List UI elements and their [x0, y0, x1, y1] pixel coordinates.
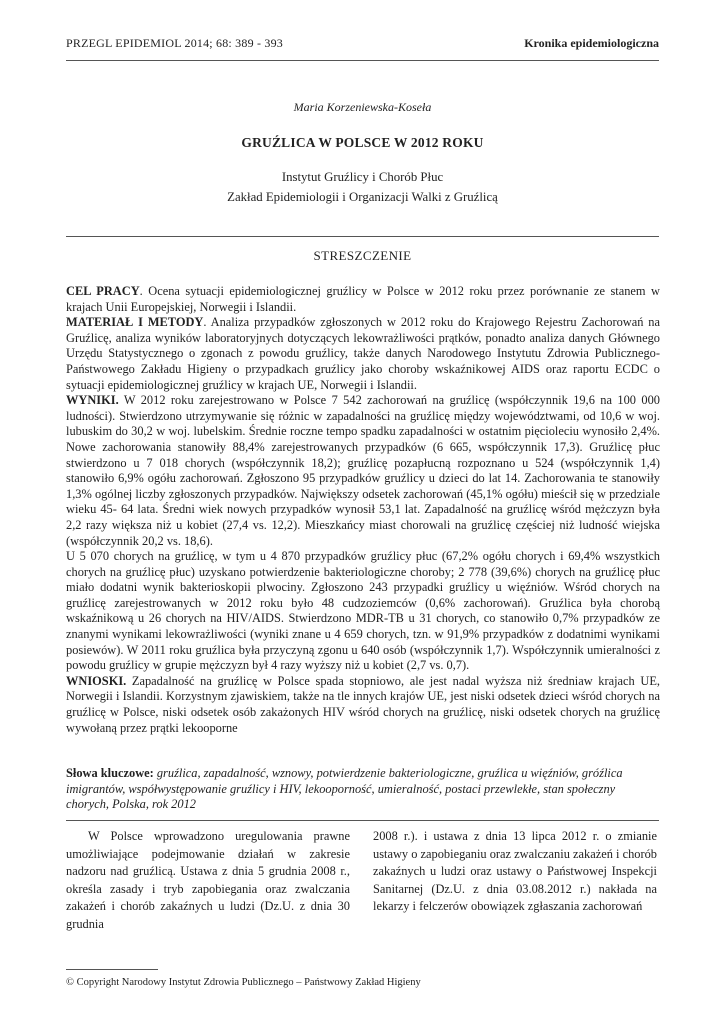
section-name: Kronika epidemiologiczna [524, 36, 659, 50]
keywords [66, 766, 660, 813]
abstract-aim [66, 284, 660, 315]
author-name: Maria Korzeniewska-Koseła [293, 100, 432, 114]
abstract-results-cont [66, 549, 660, 674]
body-column-left: W Polsce wprowadzono uregulowania prawne umożliwiające podejmowanie działań w zakresie nadzoru nad gruźlicą. Ustawa z dnia 5 grudnia 2008 r., określa zasady i tryb zapobiegania oraz zwalczania zakażeń i chorób zakaźnych u ludzi (Dz.U. z dnia 30 grudnia [66, 829, 350, 931]
results-label: WYNIKI. [66, 393, 119, 408]
abstract-body [66, 284, 660, 736]
abstract-heading: STRESZCZENIE [313, 248, 412, 263]
journal-citation: PRZEGL EPIDEMIOL 2014; 68: 389 - 393 [66, 36, 283, 50]
abstract-methods [66, 315, 660, 393]
methods-label: MATERIAŁ I METODY [66, 315, 204, 330]
running-header [66, 36, 659, 52]
aim-label: CEL PRACY [66, 284, 140, 298]
footnote-rule [66, 969, 158, 970]
keywords-label: Słowa kluczowe: [66, 766, 154, 780]
header-rule [66, 60, 659, 61]
body-top-rule [66, 820, 659, 821]
conclusions-text: Zapadalność na gruźlicę w Polsce spada stopniowo, ale jest nadal wyższa niż średniaw krajach UE, Norwegii i Islandii. Korzystnym zjawiskiem, także na tle innych krajów UE, jest niski odsetek dzieci wśród chorych na gruźlicę w Polsce, niski odsetek osób zakażonych HIV wśród chorych na gruźlicę, niski odsetek chorych na gruźlicę wywołaną przez prątki lekooporne [66, 673, 660, 735]
abstract-conclusions [66, 674, 660, 736]
article-title: GRUŹLICA W POLSCE W 2012 ROKU [241, 135, 484, 150]
keywords-text: gruźlica, zapadalność, wznowy, potwierdzenie bakteriologiczne, gruźlica u więźniów, gróźlica imigrantów, współwystępowanie gruźlicy i HIV, lekooporność, umieralność, postaci przewlekłe, stan społeczny chorych, Polska, rok 2012 [66, 766, 623, 812]
conclusions-label: WNIOSKI. [66, 673, 127, 688]
results-text: W 2012 roku zarejestrowano w Polsce 7 542 zachorowań na gruźlicę (współczynnik 19,6 na 100 000 ludności). Stwierdzono utrzymywanie się różnic w zapadalności na gruźlicę między województwami, od 10,6 w woj. lubuskim do 30,2 w woj. lubelskim. Średnie roczne tempo spadku zapadalności w ostatnim pięcioleciu wynosiło 2,4%. Nowe zachorowania stanowiły 88,4% zarejestrowanych przypadków (6 665, współczynnik 17,3). Gruźlicę płuc stwierdzono u 7 018 chorych (współczynnik 18,2); gruźlicę pozapłucną rozpoznano u 524 (współczynnik 1,4) stanowiło 6,9% ogółu zachorowań. Zgłoszono 95 przypadków gruźlicy u dzieci do lat 14. Zachorowania te stanowiły 1,3% ogólnej liczby zgłoszonych przypadków. Największy odsetek zachorowań (45,1% ogółu) mieścił się w przedziale wieku 45- 64 lata. Średni wiek nowych przypadków wynosił 53,1 lat. Zapadalność na gruźlicę wśród mężczyzn była 2,2 razy większa niż u kobiet (27,4 vs. 12,2). Mieszkańcy miast chorowali na gruźlicę częściej niż ludność wiejska (współczynnik 20,2 vs. 18,6). [66, 393, 660, 548]
institution-line-2: Zakład Epidemiologii i Organizacji Walki z Gruźlicą [227, 190, 498, 204]
abstract-top-rule [66, 236, 659, 237]
copyright-footnote: © Copyright Narodowy Instytut Zdrowia Publicznego – Państwowy Zakład Higieny [66, 977, 421, 988]
aim-text: . Ocena sytuacji epidemiologicznej gruźlicy w Polsce w 2012 roku przez porównanie ze stanem w krajach Unii Europejskiej, Norwegii i Islandii. [66, 284, 660, 314]
results-text-2: U 5 070 chorych na gruźlicę, w tym u 4 870 przypadków gruźlicy płuc (67,2% ogółu chorych i 69,4% wszystkich chorych na gruźlicę płuc) uzyskano potwierdzenie bakteriologiczne choroby; 2 778 (39,6%) chorych na gruźlicę płuc miało dodatni wynik bakterioskopii plwociny. Zgłoszono 243 przypadki gruźlicy u więźniów. Wśród chorych na gruźlicę zarejestrowanych w 2012 roku było 48 cudzoziemców (0,6% zachorowań). Gruźlica była chorobą wskaźnikową u 26 chorych na HIV/AIDS. Stwierdzono MDR-TB u 31 chorych, co stanowiło 0,7% przypadków ze znanymi wynikami lekowrażliwości (wyniki znane u 4 659 chorych, tzn. w 91,9% przypadków z dodatnimi wynikami posiewów). W 2011 roku gruźlica była przyczyną zgonu u 640 osób (współczynnik 1,7). Współczynnik umieralności z powodu gruźlicy w grupie mężczyzn był 4 razy wyższy niż u kobiet (2,7 vs. 0,7). [66, 549, 660, 673]
institution-line-1: Instytut Gruźlicy i Chorób Płuc [281, 170, 444, 184]
methods-text: . Analiza przypadków zgłoszonych w 2012 roku do Krajowego Rejestru Zachorowań na Gruźlicę, analiza wyników laboratoryjnych dotyczących lekowrażliwości prątków, ponadto analiza danych Głównego Urzędu Statystycznego o zgonach z powodu gruźlicy, także danych Narodowego Instytutu Zdrowia Publicznego- Państwowego Zakładu Higieny o przypadkach gruźlicy jako choroby wskaźnikowej AIDS oraz raportu ECDC o sytuacji epidemiologicznej gruźlicy w krajach UE, Norwegii i Islandii. [66, 315, 660, 392]
body-column-right: 2008 r.). i ustawa z dnia 13 lipca 2012 r. o zmianie ustawy o zapobieganiu oraz zwalczaniu zakażeń i chorób zakaźnych u ludzi oraz ustawy o Państwowej Inspekcji Sanitarnej (Dz.U. z dnia 03.08.2012 r.) nakłada na lekarzy i felczerów obowiązek zgłaszania zachorowań [373, 829, 657, 914]
abstract-results [66, 393, 660, 549]
